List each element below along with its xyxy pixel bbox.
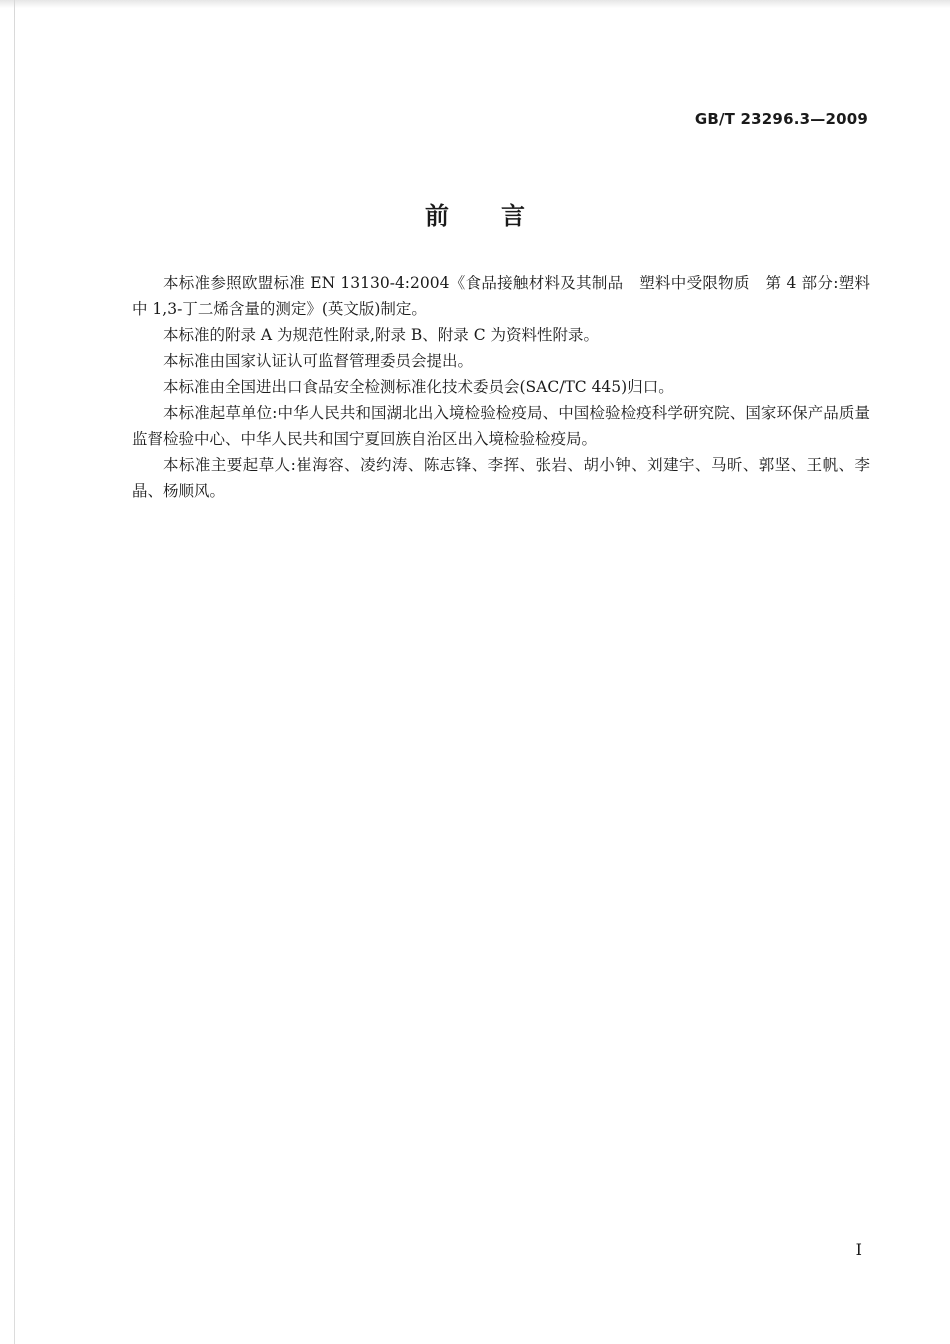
paragraph-committee: 本标准由全国进出口食品安全检测标准化技术委员会(SAC/TC 445)归口。 bbox=[163, 378, 674, 396]
page-title: 前言 bbox=[425, 202, 577, 230]
paragraph-reference-standard: 本标准参照欧盟标准 EN 13130-4:2004《食品接触材料及其制品 塑料中受限物质 第 4 部分:塑料中 1,3-丁二烯含量的测定》(英文版)制定。 bbox=[132, 274, 870, 318]
paragraph-drafters: 本标准主要起草人:崔海容、凌约涛、陈志锋、李挥、张岩、胡小钟、刘建宇、马昕、郭坚、王帆、李晶、杨顺风。 bbox=[132, 456, 870, 500]
page-number: I bbox=[855, 1240, 862, 1259]
standard-number: GB/T 23296.3—2009 bbox=[694, 110, 868, 128]
scan-edge-top bbox=[0, 0, 950, 8]
paragraph-drafting-units: 本标准起草单位:中华人民共和国湖北出入境检验检疫局、中国检验检疫科学研究院、国家环保产品质量监督检验中心、中华人民共和国宁夏回族自治区出入境检验检疫局。 bbox=[132, 404, 870, 448]
foreword-body bbox=[132, 270, 870, 504]
paragraph-proposer: 本标准由国家认证认可监督管理委员会提出。 bbox=[163, 352, 474, 370]
paragraph-appendix: 本标准的附录 A 为规范性附录,附录 B、附录 C 为资料性附录。 bbox=[163, 326, 600, 344]
